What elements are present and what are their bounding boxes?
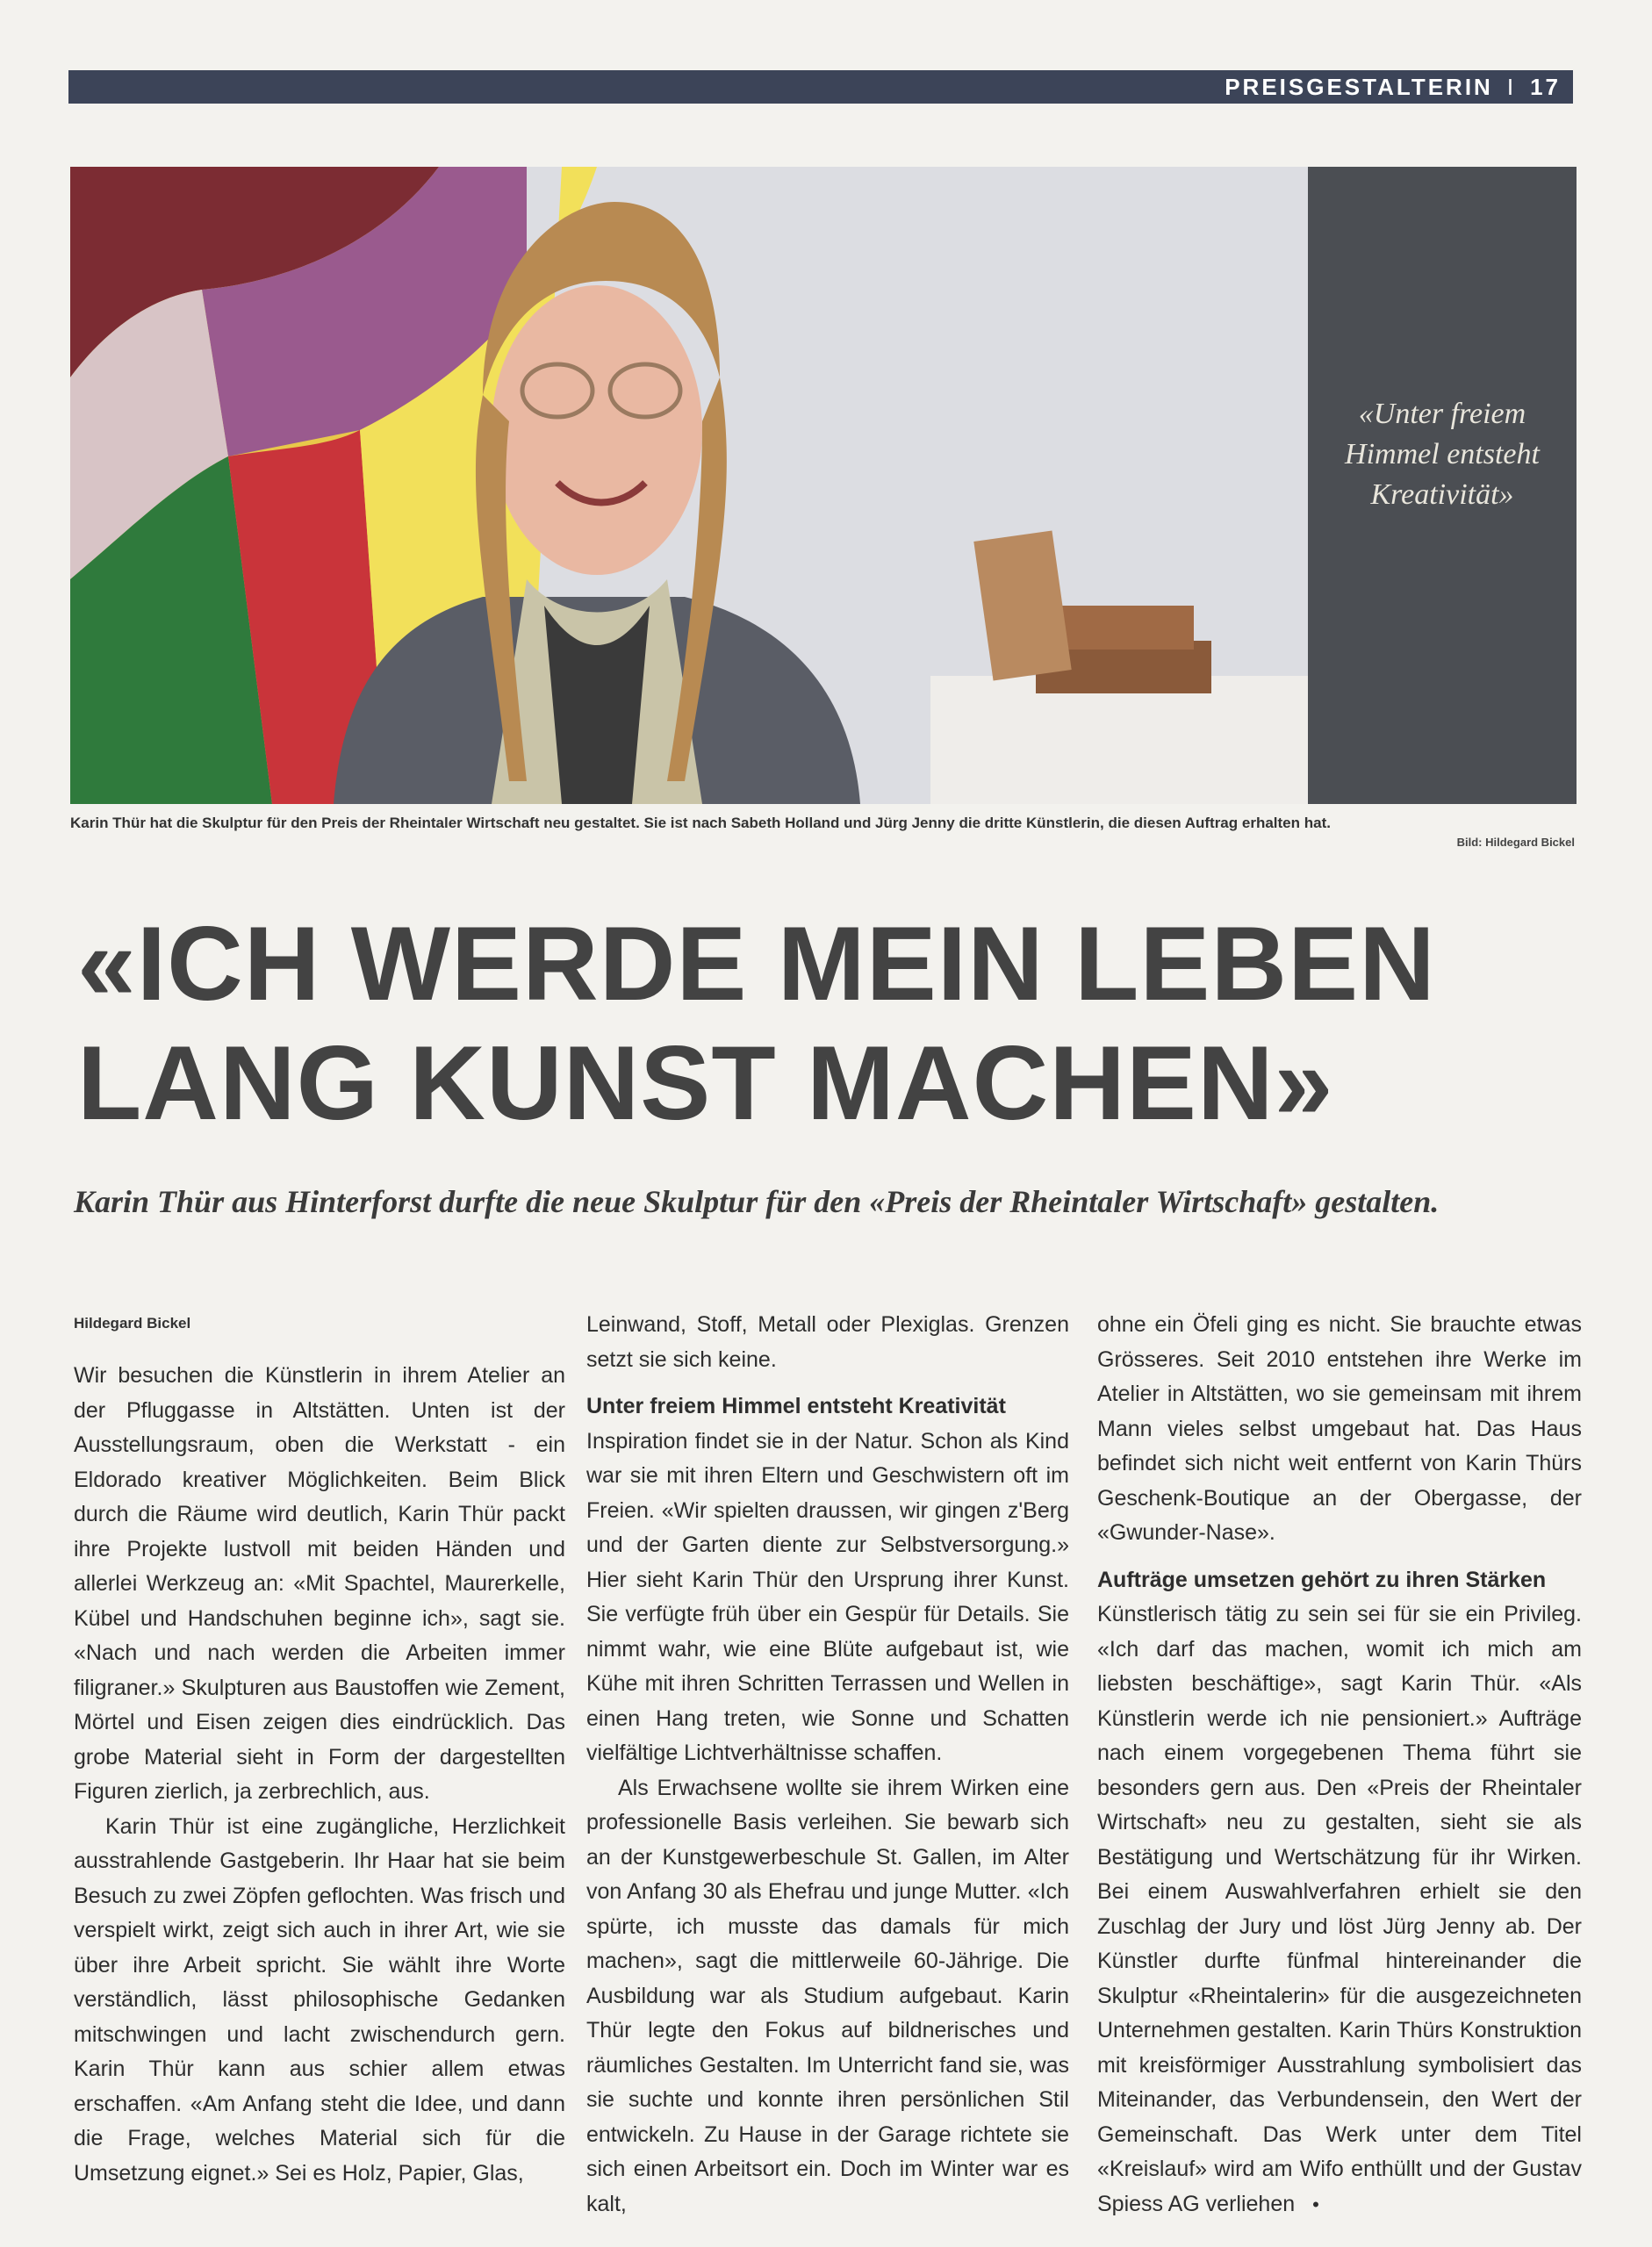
paragraph: Wir besuchen die Künstlerin in ihrem Atelier an der Pfluggasse in Altstätten. Unten ist der Ausstellungsraum, oben die Werkstatt - ein Eldorado kreativer Möglichkeiten. Beim Blick durch die Räume wird deutlich, Karin Thür packt ihre Projekte lustvoll mit beiden Händen und allerlei Werkzeug an: «Mit Spachtel, Maurerkelle, Kübel und Handschuhen beginne ich», sagt sie. «Nach und nach werden die Arbeiten immer filigraner.» Skulpturen aus Baustoffen wie Zement, Mörtel und Eisen zeigen dies eindrücklich. Das grobe Material sieht in Form der dargestellten Figuren zierlich, ja zerbrechlich, aus.: [74, 1363, 565, 1804]
article-column-2: [586, 1308, 1069, 2222]
paragraph: Karin Thür ist eine zugängliche, Herzlichkeit ausstrahlende Gastgeberin. Ihr Haar hat sie beim Besuch zu zwei Zöpfen geflochten. Was frisch und verspielt wirkt, zeigt sich auch in ihrer Art, wie sie über ihre Arbeit spricht. Sie wählt ihre Worte verständlich, lässt philosophische Gedanken mitschwingen und lacht zwischendurch gern. Karin Thür kann aus schier allem etwas erschaffen. «Am Anfang steht die Idee, und dann die Frage, welches Material sich für die Umsetzung eignet.» Sei es Holz, Papier, Glas,: [74, 1813, 565, 2186]
pull-quote: «Unter freiem Himmel entsteht Kreativität»: [1345, 398, 1540, 511]
portrait-illustration: [70, 167, 1308, 804]
section-subheading: Unter freiem Himmel entsteht Kreativität: [586, 1394, 1006, 1418]
article-headline: «ICH WERDE MEIN LEBEN LANG KUNST MACHEN»: [77, 905, 1436, 1142]
paragraph: Als Erwachsene wollte sie ihrem Wirken eine professionelle Basis verleihen. Sie bewarb sich an der Kunstgewerbeschule St. Gallen, im Alter von Anfang 30 als Ehefrau und junge Mutter. «Ich spürte, ich musste das damals für mich machen», sagt die mittlerweile 60-Jährige. Die Ausbildung war als Studium aufgebaut. Karin Thür legte den Fokus auf bildnerisches und räumliches Gestalten. Im Unterricht fand sie, was sie suchte und konnte ihren persönlichen Stil entwickeln. Zu Hause in der Garage richtete sie sich einen Arbeitsort ein. Doch im Winter war es kalt,: [586, 1775, 1069, 2216]
article-column-3: [1097, 1308, 1582, 2222]
section-subheading: Aufträge umsetzen gehört zu ihren Stärken: [1097, 1567, 1547, 1592]
paragraph-text: Künstlerisch tätig zu sein sei für sie ein Privileg. «Ich darf das machen, womit ich mich am liebsten beschäftige», sagt Karin Thür. «Als Künstlerin werde ich nie pensioniert.» Aufträge nach einem vorgegebenen Thema führt sie besonders gern aus. Den «Preis der Rheintaler Wirtschaft» neu zu gestalten, sieht sie als Bestätigung und Wertschätzung für ihr Wirken. Bei einem Auswahlverfahren erhielt sie den Zuschlag der Jury und löst Jürg Jenny ab. Der Künstler durfte fünfmal hintereinander die Skulptur «Rheintalerin» für die ausgezeichneten Unternehmen gestalten. Karin Thürs Konstruktion mit kreisförmiger Ausstrahlung symbolisiert das Miteinander, das Verbundensein, den Wert der Gemeinschaft. Das Werk unter dem Titel «Kreislauf» wird am Wifo enthüllt und der Gustav Spiess AG verliehen: [1097, 1602, 1582, 2216]
end-mark: •: [1312, 2193, 1319, 2215]
section-header-bar: [68, 70, 1573, 104]
photo-caption: Karin Thür hat die Skulptur für den Preis der Rheintaler Wirtschaft neu gestaltet. Sie ist nach Sabeth Holland und Jürg Jenny die dritte Künstlerin, die diesen Auftrag erhalten hat.: [70, 815, 1331, 831]
article-photo: [70, 167, 1577, 804]
page-number: 17: [1530, 74, 1561, 100]
paragraph: Inspiration findet sie in der Natur. Schon als Kind war sie mit ihren Eltern und Geschwistern oft im Freien. «Wir spielten draussen, wir gingen z'Berg und der Garten diente zur Selbstversorgung.» Hier sieht Karin Thür den Ursprung ihrer Kunst. Sie verfügte früh über ein Gespür für Details. Sie nimmt wahr, wie eine Blüte aufgebaut ist, wie Kühe mit ihren Schritten Terrassen und Wellen in einen Hang treten, wie Sonne und Schatten vielfältige Lichtverhältnisse schaffen.: [586, 1428, 1069, 1765]
header-separator: I: [1506, 74, 1517, 100]
paragraph: ohne ein Öfeli ging es nicht. Sie brauchte etwas Grösseres. Seit 2010 entstehen ihre Werke im Atelier in Altstätten, wo sie gemeinsam mit ihrem Mann vieles selbst umgebaut hat. Das Haus befindet sich nicht weit entfernt von Karin Thürs Geschenk-Boutique an der Obergasse, der «Gwunder-Nase».: [1097, 1312, 1582, 1545]
paragraph: Leinwand, Stoff, Metall oder Plexiglas. Grenzen setzt sie sich keine.: [586, 1312, 1069, 1372]
author-byline: Hildegard Bickel: [74, 1315, 191, 1332]
section-title: PREISGESTALTERIN: [1225, 74, 1493, 100]
pull-quote-panel: [1308, 167, 1577, 804]
article-column-1: [74, 1308, 565, 2191]
photo-credit: Bild: Hildegard Bickel: [1456, 836, 1575, 849]
article-subheadline: Karin Thür aus Hinterforst durfte die neue Skulptur für den «Preis der Rheintaler Wirtschaft» gestalten.: [74, 1184, 1440, 1219]
paragraph: [1097, 1597, 1582, 2222]
section-header: [1225, 70, 1561, 104]
